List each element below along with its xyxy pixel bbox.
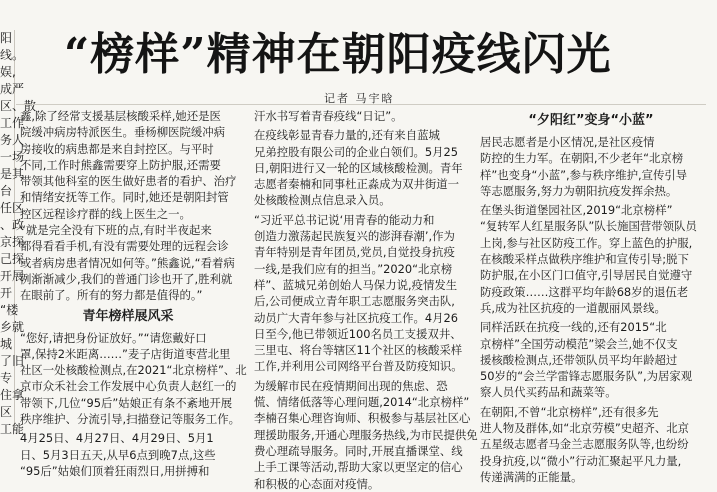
text-line: 五星级志愿者马金兰志愿服务队等,也纷纷 — [480, 437, 689, 452]
text-line: 防控的生力军。在朝阳,不少老年“北京榜 — [480, 151, 684, 166]
text-line: 例渐渐减少,我们的普通门诊也开了,胜利就 — [20, 271, 233, 286]
paragraph — [480, 319, 702, 400]
text-line: “复转军人红星服务队”队长施国营带领队员 — [480, 219, 697, 234]
text-line: “就是完全没有下班的点,有时半夜起来 — [20, 223, 212, 238]
text-line: 后,公司便成立青年职工志愿服务突击队, — [254, 294, 455, 309]
edge-text-fragment: “楼 — [0, 303, 19, 317]
edge-text-fragment: 任区 — [0, 201, 25, 215]
article-column-1 — [20, 108, 247, 478]
article-column-2 — [254, 108, 478, 491]
text-line: 50岁的“会兰学雷锋志愿服务队”,为居家观 — [480, 369, 693, 384]
paragraph — [254, 127, 470, 208]
text-line: 样”、蓝城兄弟创始人马保力说,疫情发生 — [254, 277, 458, 292]
text-line: 汗水书写着青春疫线“日记”。 — [254, 109, 403, 123]
edge-text-fragment: 开展 — [0, 269, 25, 283]
paragraph — [480, 202, 702, 316]
text-line: 为缓解市民在疫情期间出现的焦虑、恐 — [254, 378, 448, 393]
paragraph — [480, 404, 702, 485]
text-line: 带领下,几位“95后”姑娘正有条不紊地开展 — [20, 395, 233, 410]
text-line: 在眼前了。所有的努力都是值得的。” — [20, 288, 203, 303]
text-line: 京市众禾社会工作发展中心负责人赵红一的 — [20, 379, 237, 394]
text-line: 和积极的心态面对疫情。 — [254, 476, 380, 491]
text-line: 上岗,参与社区防疫工作。穿上蓝色的护服, — [480, 235, 693, 250]
text-line: 费心理疏导服务。同时,开展直播课堂、线 — [254, 443, 463, 458]
paragraph — [254, 108, 470, 124]
text-line: 或者病房患者情况如何等。”熊鑫说,“看着病 — [20, 255, 235, 270]
text-line: 察人员代买药品和蔬菜等。 — [480, 385, 617, 400]
edge-text-fragment: 开 — [0, 286, 13, 300]
text-line: 鑫,除了经常支援基层核酸采样,她还是医 — [20, 109, 221, 123]
edge-text-fragment: 成严 — [0, 82, 25, 96]
text-line: 控区远程诊疗群的线上医生之一。 — [20, 206, 191, 221]
byline: 记者 马宇晗 — [324, 92, 395, 105]
text-line: 进人物及群体,如“北京劳模”史超齐、北京 — [480, 421, 690, 436]
text-line: 在朝阳,不曾“北京榜样”,还有很多先 — [480, 404, 659, 419]
edge-text-fragment: 京探 — [0, 235, 25, 249]
text-line: 援核酸检测点,还带领队员平均年龄超过 — [480, 352, 678, 367]
text-line: “95后”姑娘们顶着狂雨烈日,用拼搏和 — [20, 463, 210, 478]
text-line: 同样活跃在抗疫一线的,还有2015“北 — [480, 320, 667, 335]
edge-text-fragment: 城 — [0, 337, 13, 351]
text-line: 日至今,他已带领近100名员工支援双井、 — [254, 326, 462, 341]
edge-text-fragment: 了旧 — [0, 354, 25, 368]
text-line: 慌、情绪低落等心理问题,2014“北京榜样” — [254, 395, 470, 410]
edge-text-fragment: 务人 — [0, 133, 25, 147]
text-line: “习近平总书记说‘用青春的能动力和 — [254, 212, 435, 227]
edge-text-fragment: 住拿 — [0, 388, 25, 402]
edge-text-fragment: 线。 — [0, 48, 25, 62]
text-line: 都得看看手机,有没有需要处理的远程会诊 — [20, 239, 229, 254]
text-line: 一线,是我们应有的担当。”2020“北京榜 — [254, 261, 453, 276]
paragraph — [20, 330, 247, 428]
section-subhead: “夕阳红”变身“小蓝” — [528, 113, 654, 128]
text-line: 工作,并利用公司网络平台普及防疫知识。 — [254, 359, 463, 374]
text-line: “您好,请把身份证放好。”“请您戴好口 — [20, 330, 207, 345]
headline: “榜样”精神在朝阳疫线闪光 — [64, 29, 612, 80]
text-line: 创造力激荡起民族复兴的澎湃春潮’,作为 — [254, 229, 455, 244]
text-line: 处核酸检测点信息录入员。 — [254, 193, 391, 208]
text-line: 上手工课等活动,帮助大家以更坚定的信心 — [254, 460, 463, 475]
edge-text-fragment: 工作 — [0, 116, 25, 130]
edge-text-fragment: 娱, — [0, 65, 16, 79]
text-line: 秩序维护、分流引导,扫描登记等服务工作。 — [20, 412, 241, 427]
paragraph — [20, 108, 236, 222]
text-line: 理援助服务,开通心理服务热线,为市民提供免 — [254, 427, 478, 442]
text-line: 防护服,在小区门口值守,引导居民自觉遵守 — [480, 268, 693, 283]
adjacent-article-edge — [0, 30, 37, 436]
text-line: 兵,成为社区抗疫的一道靓丽风景线。 — [480, 300, 666, 315]
edge-text-fragment: 是其 — [0, 167, 25, 181]
text-line: 青年特别是青年团员,党员,自觉投身抗疫 — [254, 245, 455, 260]
paragraph — [254, 378, 478, 492]
text-line: 京榜样”全国劳动模范”梁会兰,她不仅支 — [480, 336, 678, 351]
text-line: 志愿者秦楠和同事杜正淼成为双井街道一 — [254, 177, 460, 192]
text-line: 不同,工作时熊鑫需要穿上防护服,还需要 — [20, 157, 221, 172]
header-divider — [16, 104, 706, 105]
paragraph — [254, 212, 470, 375]
text-line: 传递满满的正能量。 — [480, 469, 583, 484]
edge-text-fragment: 阳 — [0, 31, 13, 45]
text-line: 投身抗疫,以“微小”行动汇聚起平凡力量, — [480, 453, 682, 468]
text-line: 院缓冲病房特派医生。垂杨柳医院缓冲病 — [20, 125, 226, 140]
text-line: 罩,保持2米距离……”麦子店街道枣营北里 — [20, 346, 231, 361]
edge-text-fragment: 一场 — [0, 150, 25, 164]
text-line: 居民志愿者是小区情况,是社区疫情 — [480, 135, 655, 149]
text-line: 日、5月3日五天,从早6点到晚7点,这些 — [20, 447, 216, 462]
text-line: 在疫线彰显青春力量的,还有来自蓝城 — [254, 128, 440, 143]
article-column-3 — [480, 108, 702, 484]
text-line: 日,朝阳进行又一轮的区域核酸检测。青年 — [254, 160, 463, 175]
text-line: 带领其他科室的医生做好患者的看护、治疗 — [20, 174, 237, 189]
text-line: 三里屯、将台等辖区11个社区的核酸采样 — [254, 343, 463, 358]
paragraph — [480, 134, 702, 199]
text-line: 动员广大青年参与社区抗疫工作。4月26 — [254, 310, 458, 325]
text-line: 4月25日、4月27日、4月29日、5月1 — [20, 431, 214, 446]
text-line: 和情绪安抚等工作。同时,她还是朝阳封管 — [20, 190, 229, 205]
edge-text-fragment: 工能 — [0, 422, 25, 436]
edge-text-fragment: 专 — [0, 371, 13, 385]
edge-text-fragment: 台 — [0, 184, 13, 198]
edge-text-fragment: 区、散 — [0, 99, 37, 113]
edge-text-fragment: 己探 — [0, 252, 25, 266]
text-line: 等志愿服务,努力为朝阳抗疫发挥余热。 — [480, 183, 678, 198]
edge-text-fragment: 、政 — [0, 218, 25, 232]
text-line: 社区一处核酸检测点,在2021“北京榜样”、北 — [20, 363, 247, 378]
text-line: 在堡头街道堡园社区,2019“北京榜样” — [480, 203, 673, 218]
edge-text-fragment: 乡就 — [0, 320, 25, 334]
text-line: 样”也变身“小蓝”,参与秩序维护,宣传引导 — [480, 167, 688, 182]
edge-text-fragment: 区 — [0, 405, 13, 419]
section-subhead: 青年榜样展风采 — [82, 308, 174, 324]
paragraph — [20, 430, 236, 479]
text-line: 兄弟控股有限公司的企业白领们。5月25 — [254, 144, 458, 159]
text-line: 房接收的病患都是来自封控区。与平时 — [20, 141, 214, 156]
text-line: 在核酸采样点做秩序维护和宣传引导;脱下 — [480, 252, 689, 267]
paragraph — [20, 222, 236, 303]
text-line: 防疫政策……这群平均年龄68岁的退伍老 — [480, 284, 689, 299]
text-line: 李楠召集心理咨询师、积极参与基层社区心 — [254, 411, 471, 426]
